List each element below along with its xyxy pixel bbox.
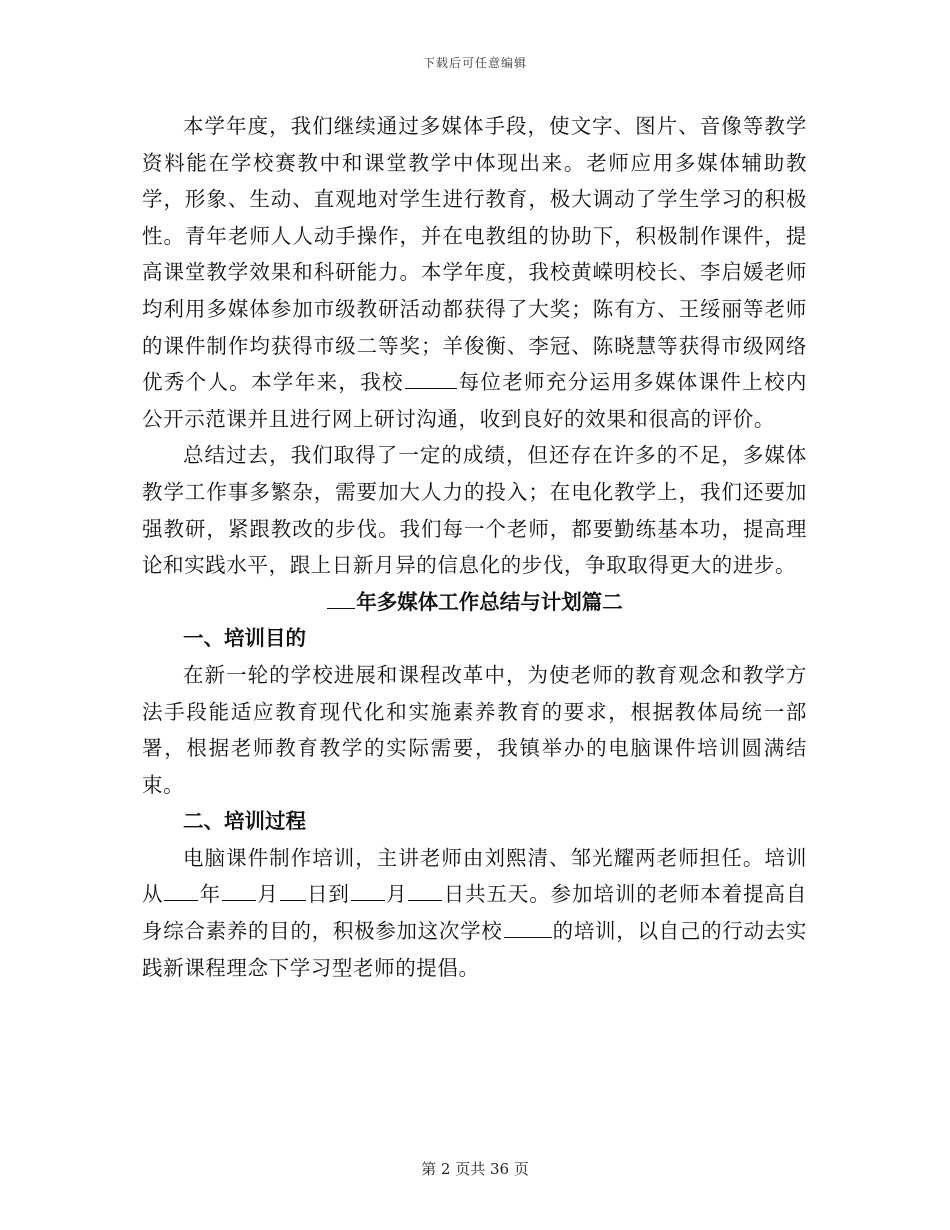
fill-in-blank (405, 368, 457, 390)
paragraph-training-goal: 在新一轮的学校进展和课程改革中，为使老师的教育观念和教学方法手段能适应教育现代化和实施素养教育的要求，根据教体局统一部署，根据老师教育教学的实际需要，我镇举办的电脑课件培训圆满结束。 (142, 662, 807, 797)
fill-in-blank (408, 880, 442, 902)
fill-in-blank (351, 880, 385, 902)
paragraph-summary: 总结过去，我们取得了一定的成绩，但还存在许多的不足，多媒体教学工作事多繁杂，需要加大人力的投入；在电化教学上，我们还要加强教研，紧跟教改的步伐。我们每一个老师，都要勤练基本功，提高理论和实践水平，跟上日新月异的信息化的步伐，争取取得更大的进步。 (142, 443, 807, 578)
fill-in-blank (280, 880, 306, 902)
paragraph-training-process (142, 840, 807, 986)
paragraph-text: 的培训，以自己的行动去实践新课程理念下学习型老师的提倡。 (142, 919, 807, 980)
paragraph-text: 月 (257, 882, 279, 907)
document-title-text: 年多媒体工作总结与计划篇二 (356, 589, 623, 614)
fill-in-blank (164, 880, 198, 902)
paragraph-multimedia-achievements (142, 108, 807, 437)
page-header-note: 下载后可任意编辑 (422, 56, 527, 70)
paragraph-text: 日共五天。参加培训的老师本着提高自身综合素养的目的，积极参加这次学校 (142, 882, 807, 944)
fill-in-blank (504, 917, 552, 939)
document-title (142, 584, 807, 621)
paragraph-text: 年 (199, 882, 222, 907)
fill-in-blank (222, 880, 256, 902)
paragraph-text: 每位老师充分运用多媒体课件上校内公开示范课并且进行网上研讨沟通，收到良好的效果和很高的评价。 (142, 370, 807, 431)
paragraph-text: 日到 (306, 882, 350, 907)
section-heading-training-process: 二、培训过程 (183, 809, 306, 834)
section-heading-training-goal: 一、培训目的 (183, 626, 306, 651)
paragraph-text: 电脑课件制作培训，主讲老师由刘熙清、邹光耀两老师担任。培训从 (142, 845, 807, 907)
paragraph-text: 月 (385, 882, 408, 907)
paragraph-text: 本学年度，我们继续通过多媒体手段，使文字、图片、音像等教学资料能在学校赛教中和课堂教学中体现出来。老师应用多媒体辅助教学，形象、生动、直观地对学生进行教育，极大调动了学生学习的积极性。青年老师人人动手操作，并在电教组的协助下，积极制作课件，提高课堂教学效果和科研能力。本学年度，我校黄嵘明校长、李启媛老师均利用多媒体参加市级教研活动都获得了大奖；陈有方、王绥丽等老师的课件制作均获得市级二等奖；羊俊衡、李冠、陈晓慧等获得市级网络优秀个人。本学年来，我校 (142, 114, 807, 395)
document-body (142, 108, 807, 986)
page-number: 第 2 页共 36 页 (421, 1160, 529, 1178)
fill-in-blank (327, 587, 355, 609)
